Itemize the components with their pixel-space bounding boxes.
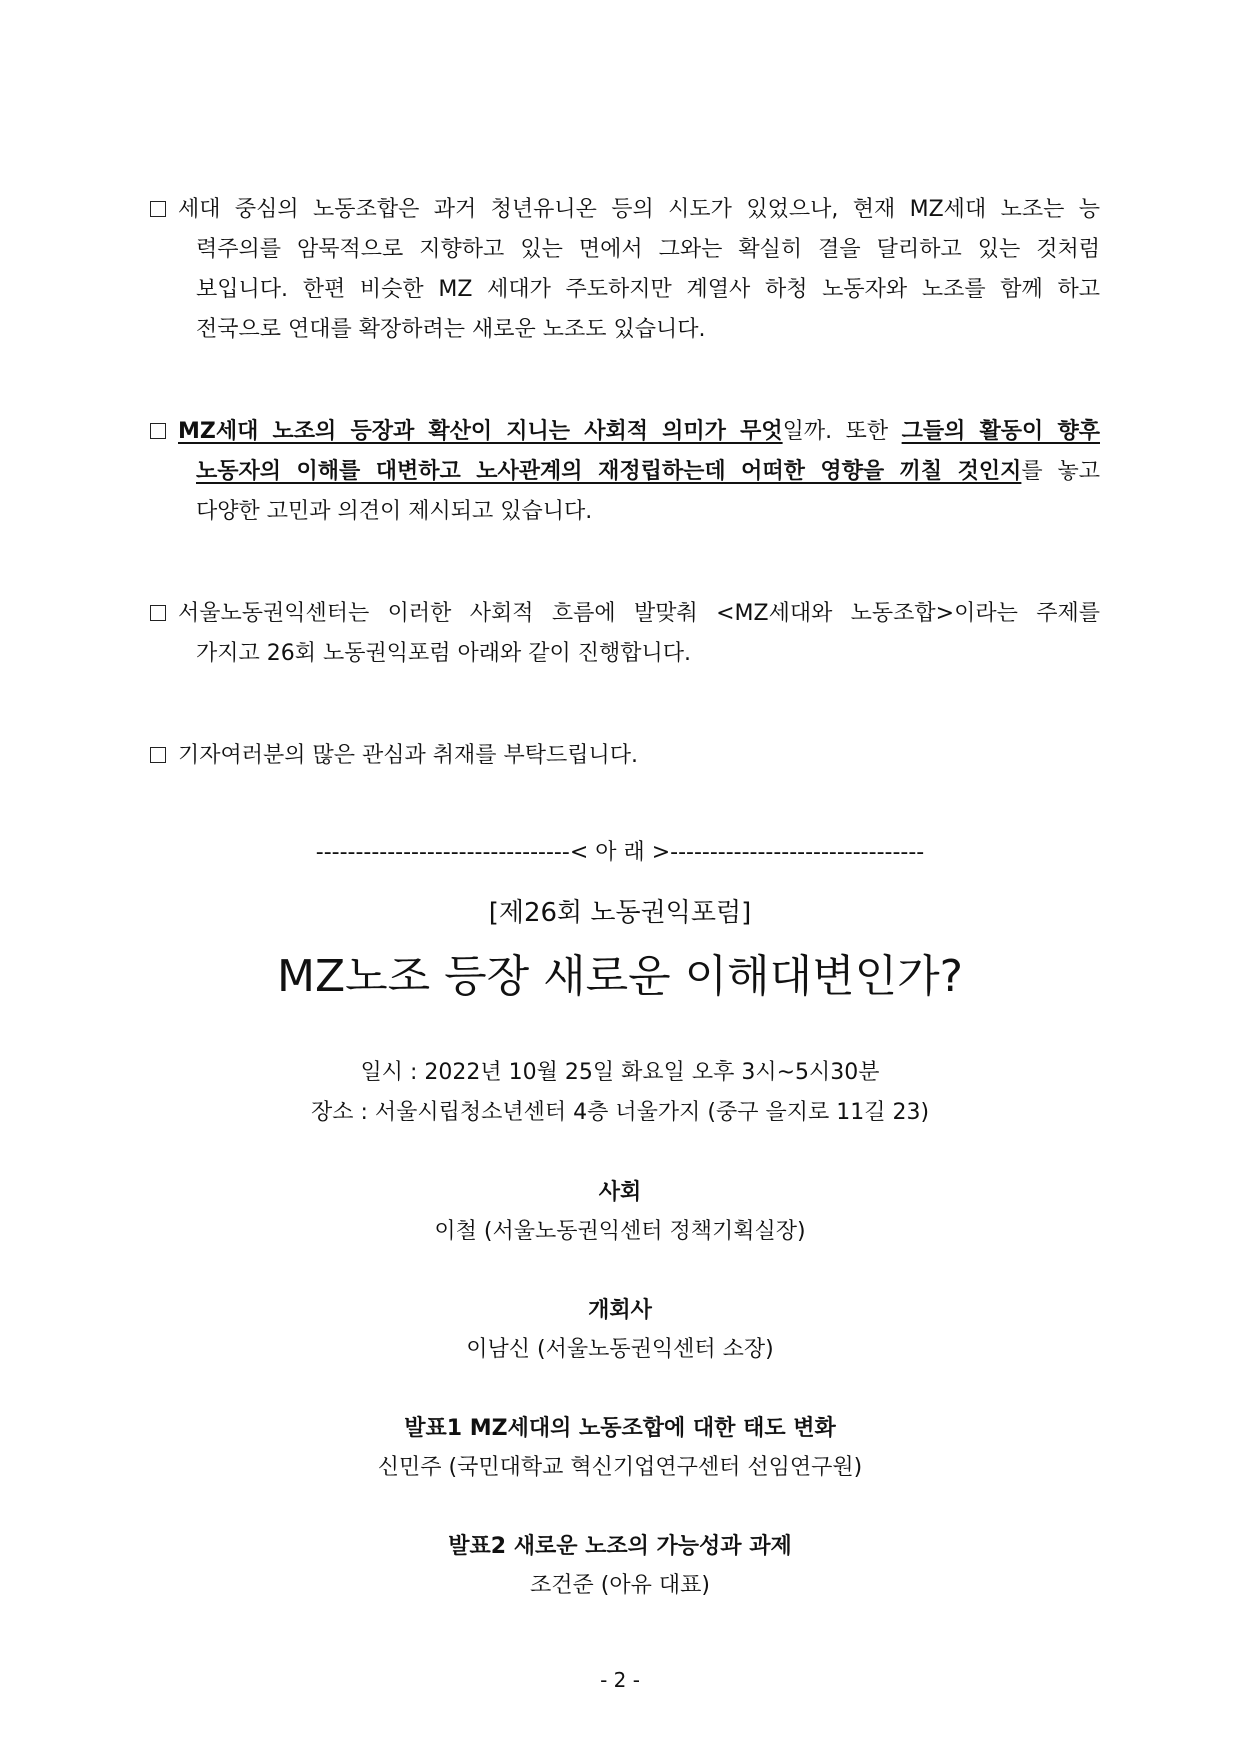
forum-place: 장소 : 서울시립청소년센터 4층 너울가지 (중구 을지로 11길 23): [310, 1100, 930, 1125]
forum-date: 일시 : 2022년 10월 25일 화요일 오후 3시~5시30분: [360, 1060, 880, 1085]
forum-subtitle: [제26회 노동권익포럼]: [488, 898, 752, 928]
checkbox-bullet-icon: [150, 747, 166, 763]
paragraph-4: [150, 736, 1100, 776]
program-heading: 개회사: [588, 1298, 652, 1323]
paragraph-text: 를 놓고: [1021, 459, 1101, 484]
paragraph-text: 세대 중심의 노동조합은 과거 청년유니온 등의 시도가 있었으나, 현재 MZ세대 노조는 능: [178, 197, 1100, 222]
program-speaker: 이철 (서울노동권익센터 정책기획실장): [434, 1219, 806, 1244]
page-number: - 2 -: [600, 1668, 640, 1692]
paragraph-text: 력주의를 암묵적으로 지향하고 있는 면에서 그와는 확실히 결을 달리하고 있는 것처럼: [196, 237, 1100, 262]
forum-title: MZ노조 등장 새로운 이해대변인가?: [277, 951, 963, 1002]
program-speaker: 신민주 (국민대학교 혁신기업연구센터 선임연구원): [377, 1455, 863, 1480]
checkbox-bullet-icon: [150, 605, 166, 621]
paragraph-text: 서울노동권익센터는 이러한 사회적 흐름에 발맞춰 <MZ세대와 노동조합>이라는 주제를: [178, 601, 1100, 626]
underlined-text: 노동자의 이해를 대변하고 노사관계의 재정립하는데 어떠한 영향을 끼칠 것인지: [196, 459, 1022, 484]
program-heading: 사회: [598, 1180, 642, 1205]
underlined-text: MZ세대 노조의 등장과 확산이 지니는 사회적 의미가 무엇: [178, 419, 783, 444]
paragraph-text: 다양한 고민과 의견이 제시되고 있습니다.: [196, 499, 593, 524]
program-speaker: 이남신 (서울노동권익센터 소장): [466, 1337, 774, 1362]
paragraph-text: 전국으로 연대를 확장하려는 새로운 노조도 있습니다.: [196, 317, 706, 342]
checkbox-bullet-icon: [150, 201, 166, 217]
checkbox-bullet-icon: [150, 423, 166, 439]
program-heading: 발표1 MZ세대의 노동조합에 대한 태도 변화: [404, 1416, 836, 1441]
program-heading: 발표2 새로운 노조의 가능성과 과제: [448, 1534, 792, 1559]
paragraph-text: 일까. 또한: [782, 419, 902, 444]
program-speaker: 조건준 (아유 대표): [530, 1573, 710, 1598]
paragraph-text: 보입니다. 한편 비슷한 MZ 세대가 주도하지만 계열사 하청 노동자와 노조를 함께 하고: [196, 277, 1100, 302]
underlined-text: 그들의 활동이 향후: [901, 419, 1100, 444]
paragraph-text: 가지고 26회 노동권익포럼 아래와 같이 진행합니다.: [196, 641, 691, 666]
paragraph-text: 기자여러분의 많은 관심과 취재를 부탁드립니다.: [178, 743, 639, 768]
paragraph-1: [150, 190, 1100, 350]
section-divider: --------------------------------< 아 래 >--------------------------------: [315, 840, 925, 865]
paragraph-3: [150, 594, 1100, 674]
paragraph-2: [150, 412, 1100, 532]
